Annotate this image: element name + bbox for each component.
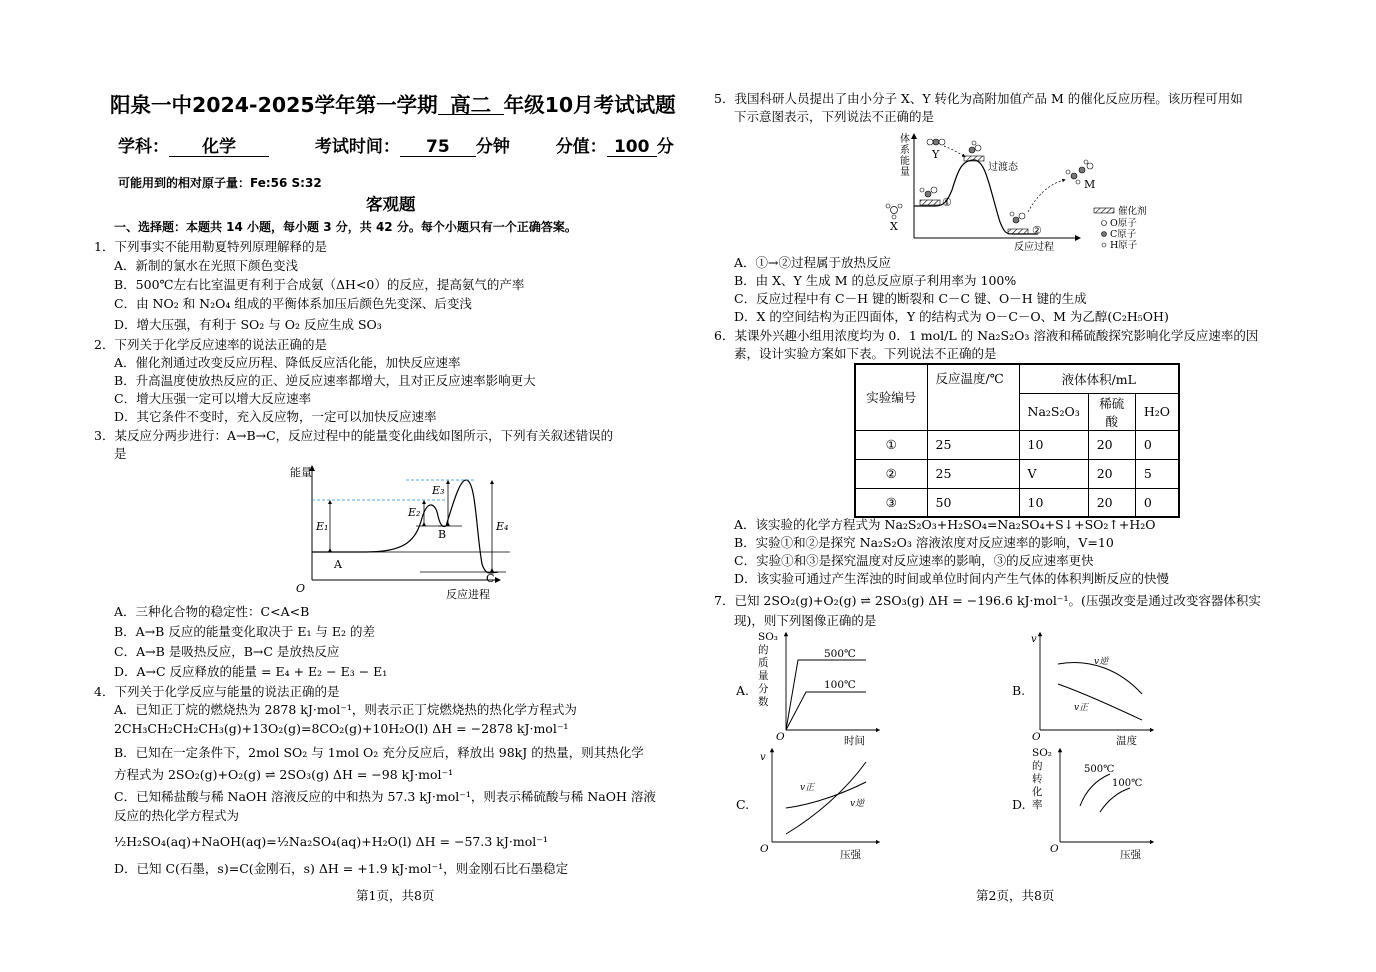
q3-stem-cont: 是	[114, 446, 127, 461]
q5-catalyst-2	[1008, 229, 1028, 234]
q3-option-a: A．三种化合物的稳定性：C<A<B	[114, 604, 310, 619]
q6-th-acid: 稀硫酸	[1088, 393, 1135, 430]
q4-option-a-eq: 2CH₃CH₂CH₂CH₃(g)+13O₂(g)=8CO₂(g)+10H₂O(l) ΔH = −2878 kJ·mol⁻¹	[114, 721, 569, 736]
q3-stem: 3．某反应分两步进行：A→B→C，反应过程中的能量变化曲线如图所示，下列有关叙述错误的	[94, 428, 614, 443]
page-1	[90, 0, 690, 972]
q7c-curve-forward: v正	[800, 783, 815, 793]
footer-right: 第2页，共8页	[976, 888, 1055, 903]
q3-label-c: C	[486, 572, 495, 585]
q4-option-d: D．已知 C(石墨，s)=C(金刚石，s) ΔH = +1.9 kJ·mol⁻¹，则金刚石比石墨稳定	[114, 861, 569, 876]
q4-option-b-eq: 方程式为 2SO₂(g)+O₂(g) ⇌ 2SO₃(g) ΔH = −98 kJ·mol⁻¹	[114, 767, 454, 782]
q5-stem-cont: 下示意图表示，下列说法不正确的是	[734, 109, 935, 124]
grade: 高二	[438, 96, 504, 115]
q5-legend-h: H原子	[1110, 240, 1138, 251]
q2-option-b: B．升高温度使放热反应的正、逆反应速率都增大，且对正反应速率影响更大	[114, 373, 536, 388]
q7c-xlabel: 压强	[840, 849, 861, 861]
q7-stem-cont: 现)，则下列图像正确的是	[734, 613, 877, 628]
q3-label-b: B	[438, 528, 447, 541]
q6-th-na: Na₂S₂O₃	[1019, 393, 1088, 430]
q6-stem: 6．某课外兴趣小组用浓度均为 0．1 mol/L 的 Na₂S₂O₃ 溶液和稀硫酸探究影响化学反应速率的因	[714, 328, 1259, 343]
svg-text:O: O	[776, 731, 785, 743]
q3-ylabel: 能量	[290, 466, 312, 479]
q4-option-c: C．已知稀盐酸与稀 NaOH 溶液反应的中和热为 57.3 kJ·mol⁻¹，则表示稀硫酸与稀 NaOH 溶液	[114, 789, 656, 804]
q7-option-b: B.	[1012, 683, 1026, 698]
q5-molecule-y	[927, 139, 945, 145]
q5-reaction-diagram	[878, 130, 1188, 254]
q1-option-b: B．500℃左右比室温更有利于合成氨（ΔH<0）的反应，提高氨气的产率	[114, 277, 525, 292]
q4-option-c-cont: 反应的热化学方程式为	[114, 808, 240, 823]
q5-step-2: ②	[1032, 224, 1042, 237]
svg-text:v: v	[760, 752, 766, 763]
q5-label-x: X	[890, 220, 898, 233]
svg-text:O: O	[1032, 731, 1041, 743]
q6-th-vol: 液体体积/mL	[1019, 364, 1179, 393]
q5-stem: 5．我国科研人员提出了由小分子 X、Y 转化为高附加值产品 M 的催化反应历程。该历程可用如	[714, 91, 1243, 106]
table-row: ① 25 10 20 0	[855, 430, 1179, 459]
q4-option-b: B．已知在一定条件下，2mol SO₂ 与 1mol O₂ 充分反应后，释放出 98kJ 的热量，则其热化学	[114, 745, 644, 760]
q7d-xlabel: 压强	[1120, 849, 1141, 861]
q6-table	[854, 363, 1180, 518]
q5-catalyst-1	[920, 200, 940, 205]
section-instructions: 一、选择题：本题共 14 小题，每小题 3 分，共 42 分。每个小题只有一个正确答案。	[114, 220, 577, 234]
q7a-ylabel: SO₃ 的质量分数	[758, 631, 779, 708]
q7d-curve-100: 100℃	[1112, 778, 1143, 789]
q7a-xlabel: 时间	[844, 735, 865, 747]
q5-label-y: Y	[932, 148, 940, 161]
svg-text:v: v	[1031, 634, 1037, 645]
q5-option-d: D．X 的空间结构为正四面体，Y 的结构式为 O－C－O、M 为乙醇(C₂H₅OH)	[734, 309, 1169, 324]
q5-step-1: ①	[942, 196, 952, 209]
q3-option-d: D．A→C 反应释放的能量 = E₄ + E₂ − E₃ − E₁	[114, 664, 388, 679]
table-row: ② 25 V 20 5	[855, 459, 1179, 488]
q5-option-c: C．反应过程中有 C－H 键的断裂和 C－C 键、O－H 键的生成	[734, 291, 1087, 306]
q7-graph-a	[756, 630, 886, 748]
q7b-curve-reverse: v逆	[1094, 657, 1109, 667]
q6-th-temp: 反应温度/℃	[927, 364, 1019, 430]
q7a-curve-500: 500℃	[824, 648, 856, 660]
section-title: 客观题	[366, 195, 416, 214]
q3-e3: E₃	[432, 484, 445, 497]
q7c-curve-reverse: v逆	[850, 799, 865, 809]
q3-option-c: C．A→B 是吸热反应，B→C 是放热反应	[114, 644, 340, 659]
q3-origin: O	[296, 582, 306, 595]
q1-option-d: D．增大压强，有利于 SO₂ 与 O₂ 反应生成 SO₃	[114, 317, 382, 332]
q7b-curve-forward: v正	[1074, 703, 1089, 713]
q3-energy-diagram	[286, 460, 516, 604]
q5-legend-catalyst: 催化剂	[1118, 206, 1147, 217]
q7-option-d: D.	[1012, 797, 1026, 812]
q5-legend-c: C原子	[1110, 229, 1137, 240]
exam-title: 阳泉一中2024-2025学年第一学期 高二 年级10月考试试题	[110, 93, 676, 117]
q7a-curve-100: 100℃	[824, 679, 856, 691]
q6-stem-cont: 素，设计实验方案如下表。下列说法不正确的是	[734, 346, 997, 361]
q7-graph-b	[1030, 630, 1160, 748]
atomic-masses: 可能用到的相对原子量：Fe:56 S:32	[118, 176, 322, 190]
q6-th-water: H₂O	[1135, 393, 1179, 430]
q3-xlabel: 反应进程	[446, 588, 490, 601]
q3-label-a: A	[334, 558, 342, 571]
q3-e1: E₁	[316, 520, 329, 533]
q1-option-c: C．由 NO₂ 和 N₂O₄ 组成的平衡体系加压后颜色先变深、后变浅	[114, 296, 472, 311]
q7b-xlabel: 温度	[1116, 735, 1137, 747]
q5-catalyst-ts	[964, 156, 984, 161]
q5-label-m: M	[1084, 178, 1096, 191]
exam-meta: 学科： 化学 考试时间： 75 分钟 分值： 100 分	[118, 137, 674, 157]
q5-molecule-int1	[920, 187, 937, 197]
q6-option-d: D．该实验可通过产生浑浊的时间或单位时间内产生气体的体积判断反应的快慢	[734, 571, 1170, 586]
q5-xlabel: 反应过程	[1014, 242, 1054, 253]
svg-text:O: O	[1050, 843, 1059, 855]
q3-option-b: B．A→B 反应的能量变化取决于 E₁ 与 E₂ 的差	[114, 624, 376, 639]
q6-option-a: A．该实验的化学方程式为 Na₂S₂O₃+H₂SO₄=Na₂SO₄+S↓+SO₂↑+H₂O	[734, 517, 1156, 532]
q7-option-a: A.	[736, 683, 750, 698]
q5-ts-label: 过渡态	[988, 162, 1018, 173]
q6-option-b: B．实验①和②是探究 Na₂S₂O₃ 溶液浓度对反应速率的影响，V=10	[734, 535, 1114, 550]
q7-stem: 7．已知 2SO₂(g)+O₂(g) ⇌ 2SO₃(g) ΔH = −196.6 kJ·mol⁻¹。(压强改变是通过改变容器体积实	[714, 593, 1261, 608]
q7-option-c: C.	[736, 797, 750, 812]
q2-option-c: C．增大压强一定可以增大反应速率	[114, 391, 312, 406]
q6-option-c: C．实验①和③是探究温度对反应速率的影响，③的反应速率更快	[734, 553, 1094, 568]
q5-molecule-int2	[1010, 212, 1025, 223]
q2-option-a: A．催化剂通过改变反应历程、降低反应活化能，加快反应速率	[114, 355, 461, 370]
page-2	[712, 0, 1312, 972]
q7d-ylabel: SO₂ 的转化率	[1032, 747, 1053, 811]
q3-e4: E₄	[496, 520, 509, 533]
q5-option-b: B．由 X、Y 生成 M 的总反应原子利用率为 100%	[734, 273, 1017, 288]
table-row: ③ 50 10 20 0	[855, 488, 1179, 517]
q1-stem: 1．下列事实不能用勒夏特列原理解释的是	[94, 239, 327, 254]
q1-option-a: A．新制的氯水在光照下颜色变浅	[114, 258, 299, 273]
q7-graph-c	[756, 746, 886, 864]
q7-graph-d	[1030, 746, 1160, 864]
q3-e2: E₂	[408, 506, 421, 519]
q2-stem: 2．下列关于化学反应速率的说法正确的是	[94, 337, 327, 352]
q4-option-c-eq: ½H₂SO₄(aq)+NaOH(aq)=½Na₂SO₄(aq)+H₂O(l) ΔH = −57.3 kJ·mol⁻¹	[114, 834, 548, 849]
q5-option-a: A．①→②过程属于放热反应	[734, 255, 892, 270]
q4-stem: 4．下列关于化学反应与能量的说法正确的是	[94, 684, 340, 699]
q7d-curve-500: 500℃	[1084, 764, 1115, 775]
footer-left: 第1页，共8页	[356, 888, 435, 903]
q5-legend-o: O原子	[1110, 218, 1137, 229]
q4-option-a: A．已知正丁烷的燃烧热为 2878 kJ·mol⁻¹，则表示正丁烷燃烧热的热化学方程式为	[114, 702, 577, 717]
q6-th-id: 实验编号	[855, 364, 927, 430]
q5-molecule-ts	[969, 141, 981, 153]
q2-option-d: D．其它条件不变时，充入反应物，一定可以加快反应速率	[114, 409, 437, 424]
q5-molecule-x	[886, 204, 902, 219]
q5-ylabel: 体系能量	[900, 134, 910, 178]
svg-text:O: O	[760, 843, 769, 855]
